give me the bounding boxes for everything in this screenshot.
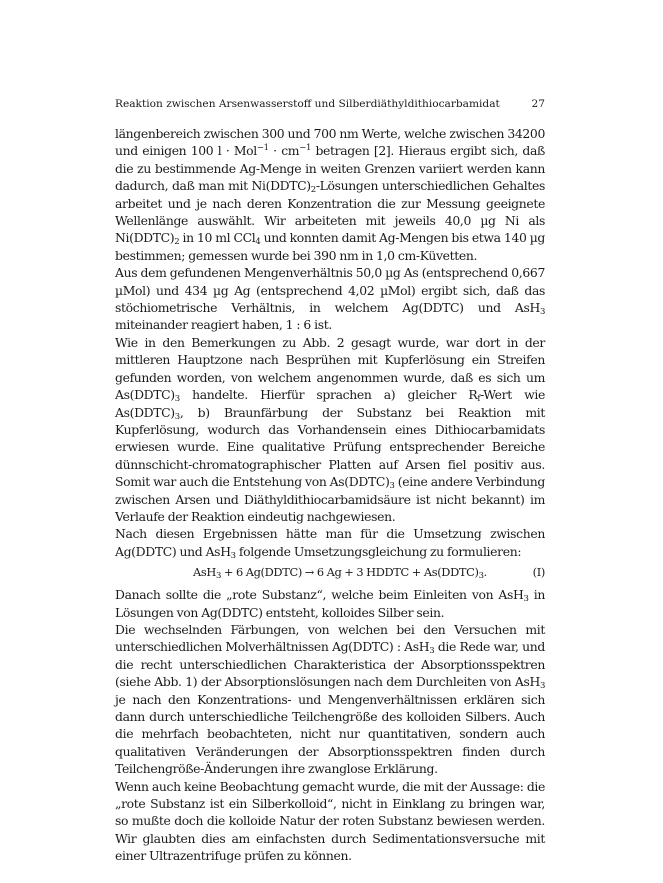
reaction-equation [115, 562, 545, 582]
running-title: Reaktion zwischen Arsenwasserstoff und Silberdiäthyldithiocarbamidat [115, 98, 500, 110]
paragraph-4: Nach diesen Ergebnissen hätte man für die Umsetzung zwischen Ag(DDTC) und AsH$_3$ folgende Umsetzungsgleichung zu formulieren: [115, 526, 545, 561]
equation-number: (I) [532, 565, 545, 580]
body-text [115, 125, 545, 865]
paragraph-1: längenbereich zwischen 300 und 700 nm Werte, welche zwischen 34200 und einigen 100 $l \cdot Mol^{-1} \cdot cm^{-1}$ betragen [2]. Hieraus ergibt sich, daß die zu bestimmende Ag-Menge in weiten Grenzen variiert werden kann dadurch, daß man mit $Ni(DDTC)_2$-Lösungen unterschiedlichen Gehaltes arbeitet und je nach deren Konzentration die zur Messung geeignete Wellenlänge auswählt. Wir arbeiteten mit jeweils 40,0 µg Ni als $Ni(DDTC)_2$ in 10 ml CCl$_4$ und konnten damit Ag-Mengen bis etwa 140 µg bestimmen; gemessen wurde bei 390 nm in 1,0 cm-Küvetten. [115, 126, 545, 263]
paragraph-3: Wie in den Bemerkungen zu Abb. 2 gesagt wurde, war dort in der mittleren Hauptzone nach Besprühen mit Kupferlösung ein Streifen gefunden worden, von welchem angenommen wurde, daß es sich um $As(DDTC)_3$ handelte. Hierfür sprachen a) gleicher $R_f$-Wert wie $As(DDTC)_3$, b) Braunfärbung der Substanz bei Reaktion mit Kupferlösung, wodurch das Vorhandensein eines Dithiocarbamidats erwiesen wurde. Eine qualitative Prüfung entsprechender Bereiche dünnschicht-chromatographischer Platten auf Arsen fiel positiv aus. Somit war auch die Entstehung von $As(DDTC)_3$ (eine andere Verbindung zwischen Arsen und Diäthyldithiocarbamidsäure ist nicht bekannt) im Verlaufe der Reaktion eindeutig nachgewiesen. [115, 334, 546, 524]
paragraph-7: Wenn auch keine Beobachtung gemacht wurde, die mit der Aussage: die „rote Substanz ist ein Silberkolloid“, nicht in Einklang zu bringen war, so mußte doch die kolloide Natur der roten Substanz bewiesen werden. Wir glaubten dies am einfachsten durch Sedimentationsversuche mit einer Ultrazentrifuge prüfen zu können. [115, 778, 545, 864]
paragraph-6: Die wechselnden Färbungen, von welchen bei den Versuchen mit unterschiedlichen Molverhältnissen Ag(DDTC) : AsH$_3$ die Rede war, und die recht unterschiedlichen Charakteristica der Absorptionsspektren (siehe Abb. 1) der Absorptionslösungen nach dem Durchleiten von AsH$_3$ je nach den Konzentrations- und Mengenverhältnissen erklären sich dann durch unterschiedliche Teilchengröße des kolloiden Silbers. Auch die mehrfach beobachteten, nicht nur quantitativen, sondern auch qualitativen Veränderungen der Absorptionsspektren finden durch Teilchengröße-Änderungen ihre zwanglose Erklärung. [115, 621, 545, 777]
page-number: 27 [531, 98, 545, 110]
running-header [115, 96, 545, 112]
paragraph-5: Danach sollte die „rote Substanz“, welche beim Einleiten von AsH$_3$ in Lösungen von Ag(DDTC) entsteht, kolloides Silber sein. [115, 587, 545, 620]
paragraph-2: Aus dem gefundenen Mengenverhältnis 50,0 µg As (entsprechend 0,667 µMol) und 434 µg Ag (entsprechend 4,02 µMol) ergibt sich, daß das stöchiometrische Verhältnis, in welchem Ag(DDTC) und AsH$_3$ miteinander reagiert haben, 1 : 6 ist. [115, 265, 545, 333]
equation-expression: AsH$_3$ + 6 Ag(DDTC) → 6 Ag + 3 HDDTC + $As(DDTC)_3$. [193, 565, 487, 582]
